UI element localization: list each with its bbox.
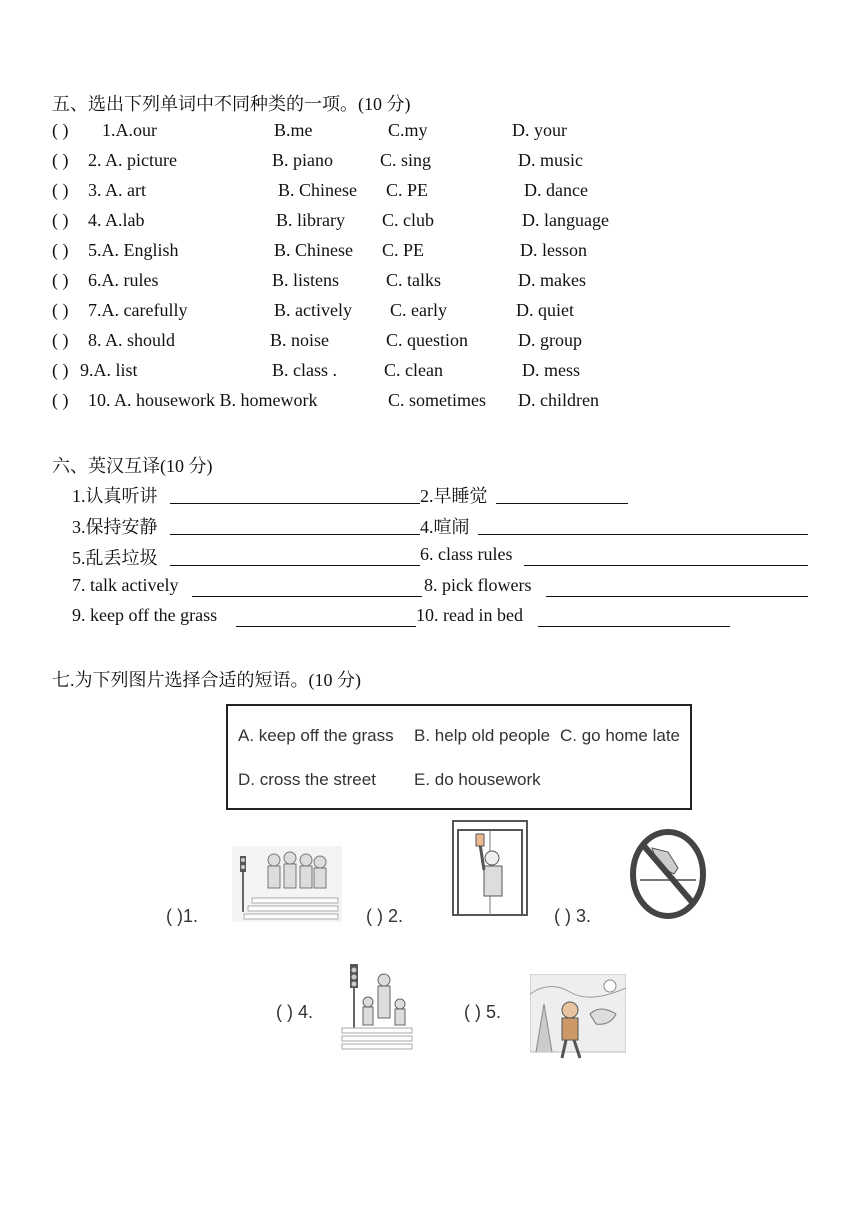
option-c: C. PE [386, 180, 429, 200]
translation-prompt: 9. keep off the grass [72, 605, 218, 625]
option-a: 3. A. art [88, 180, 146, 200]
answer-line[interactable] [170, 516, 420, 535]
option-b: B. Chinese [274, 240, 353, 260]
option-a: 9.A. list [80, 360, 138, 380]
answer-bracket[interactable]: ( ) [52, 300, 69, 320]
section-7-title: 七.为下列图片选择合适的短语。(10 分) [52, 670, 361, 690]
keep-off-grass-sign [628, 828, 708, 920]
option-c: C. early [390, 300, 447, 320]
option-c: C. club [382, 210, 434, 230]
picture-label[interactable]: ( ) 4. [276, 1002, 314, 1022]
option-d: D. language [522, 210, 609, 230]
option-c: C. PE [382, 240, 425, 260]
answer-bracket[interactable]: ( ) [52, 270, 69, 290]
section-6-title: 六、英汉互译(10 分) [52, 456, 213, 476]
phrase-option: D. cross the street [238, 770, 376, 789]
answer-line[interactable] [546, 578, 808, 597]
option-d: D. mess [522, 360, 580, 380]
phrase-options-box [226, 704, 692, 810]
answer-line[interactable] [496, 485, 628, 504]
answer-line[interactable] [478, 516, 808, 535]
picture-label[interactable]: ( ) 3. [554, 906, 592, 926]
phrase-option: E. do housework [414, 770, 541, 789]
option-c: C. clean [384, 360, 443, 380]
answer-line[interactable] [538, 608, 730, 627]
translation-prompt: 1.认真听讲 [72, 486, 158, 506]
option-d: D. quiet [516, 300, 574, 320]
answer-line[interactable] [192, 578, 422, 597]
go-home-late-picture [530, 974, 626, 1060]
translation-prompt: 3.保持安静 [72, 517, 158, 537]
picture-label[interactable]: ( ) 5. [464, 1002, 502, 1022]
answer-bracket[interactable]: ( ) [52, 240, 69, 260]
option-b: B. noise [270, 330, 330, 350]
answer-bracket[interactable]: ( ) [52, 360, 69, 380]
answer-line[interactable] [524, 547, 808, 566]
option-d: D. group [518, 330, 582, 350]
option-c: C. sometimes [388, 390, 486, 410]
answer-bracket[interactable]: ( ) [52, 210, 69, 230]
picture-label[interactable]: ( )1. [166, 906, 199, 926]
option-a: 10. A. housework B. homework [88, 390, 318, 410]
option-d: D. dance [524, 180, 588, 200]
option-a: 7.A. carefully [88, 300, 188, 320]
answer-bracket[interactable]: ( ) [52, 390, 69, 410]
option-a: 1.A.our [102, 120, 157, 140]
help-old-people-picture [340, 962, 414, 1052]
option-d: D. music [518, 150, 583, 170]
option-d: D. your [512, 120, 567, 140]
option-a: 6.A. rules [88, 270, 159, 290]
option-b: B. library [276, 210, 345, 230]
section-5-title: 五、选出下列单词中不同种类的一项。(10 分) [52, 94, 411, 114]
option-d: D. lesson [520, 240, 587, 260]
answer-bracket[interactable]: ( ) [52, 330, 69, 350]
translation-prompt: 4.喧闹 [420, 517, 470, 537]
answer-bracket[interactable]: ( ) [52, 120, 69, 140]
translation-prompt: 10. read in bed [416, 605, 523, 625]
option-b: B. listens [272, 270, 340, 290]
option-a: 4. A.lab [88, 210, 145, 230]
option-c: C. question [386, 330, 469, 350]
option-b: B. actively [274, 300, 352, 320]
translation-prompt: 2.早睡觉 [420, 486, 488, 506]
answer-bracket[interactable]: ( ) [52, 180, 69, 200]
option-b: B. Chinese [278, 180, 357, 200]
option-d: D. children [518, 390, 599, 410]
option-a: 5.A. English [88, 240, 179, 260]
phrase-option: A. keep off the grass [238, 726, 394, 745]
answer-line[interactable] [236, 608, 416, 627]
crosswalk-crowd-picture [232, 846, 342, 922]
housework-picture [452, 820, 528, 916]
option-c: C.my [388, 120, 428, 140]
translation-prompt: 5.乱丢垃圾 [72, 548, 158, 568]
translation-prompt: 6. class rules [420, 544, 513, 564]
option-a: 2. A. picture [88, 150, 177, 170]
option-b: B.me [274, 120, 313, 140]
phrase-option: B. help old people [414, 726, 551, 745]
phrase-option: C. go home late [560, 726, 681, 745]
option-b: B. piano [272, 150, 333, 170]
answer-line[interactable] [170, 547, 420, 566]
answer-bracket[interactable]: ( ) [52, 150, 69, 170]
option-b: B. class . [272, 360, 337, 380]
picture-label[interactable]: ( ) 2. [366, 906, 404, 926]
option-c: C. talks [386, 270, 442, 290]
option-a: 8. A. should [88, 330, 176, 350]
translation-prompt: 8. pick flowers [424, 575, 532, 595]
option-d: D. makes [518, 270, 586, 290]
translation-prompt: 7. talk actively [72, 575, 179, 595]
option-c: C. sing [380, 150, 432, 170]
answer-line[interactable] [170, 485, 420, 504]
